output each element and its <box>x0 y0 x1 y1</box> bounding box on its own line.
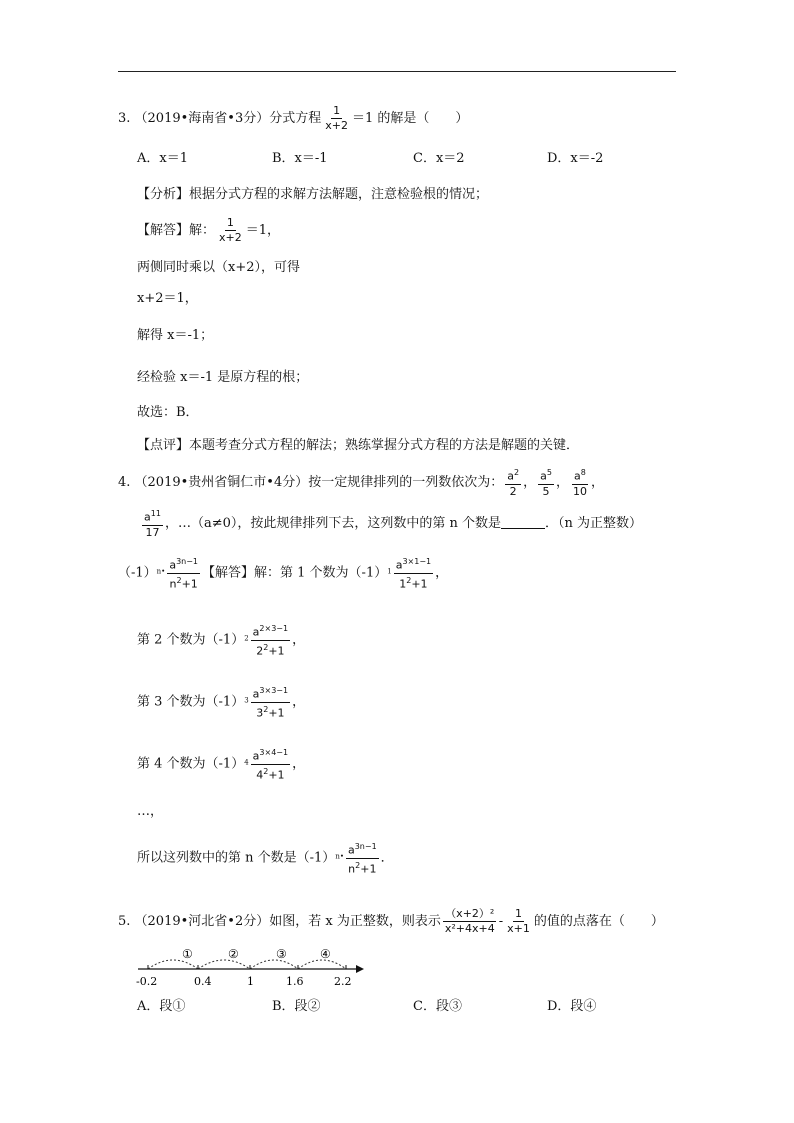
q4-general-fraction: $\frac{a^{3n-1}}{n^2+1}$ <box>169 557 199 591</box>
q5-stem-prefix: 5. （2019•河北省•2分）如图，若 x 为正整数，则表示 <box>118 914 441 929</box>
q3-stem <box>118 104 468 133</box>
q4-term-4: 第 4 个数为$(-1)^4$ $\frac{a^{3\times 4-1}}{4^2+1}$ ， <box>137 748 306 782</box>
q4-general-sign-exp: n• <box>156 567 166 576</box>
q4-conclusion: 所以这列数中的第 n 个数是$(-1)^{n•}$ $\frac{a^{3n-1}}{n^2+1}$ ． <box>137 842 394 876</box>
segment-arc-3 <box>250 960 298 969</box>
q4-conclusion-fraction: $\frac{a^{3n-1}}{n^2+1}$ <box>347 842 377 876</box>
q3-stem-prefix: 3. （2019•海南省•3分）分式方程 <box>118 111 322 126</box>
q3-step-2: x+2＝1， <box>137 291 198 306</box>
segment-label-4: ④ <box>320 947 331 961</box>
q4-seq-4: $\frac{a^{11}}{17}$ <box>144 509 161 539</box>
q3-answer-frac-num: 1 <box>226 216 234 229</box>
q5-stem-suffix: 的值的点落在（ ） <box>533 914 664 929</box>
q3-step-1: 两侧同时乘以（x+2），可得 <box>137 260 300 275</box>
q3-step-5: 故选：B． <box>137 405 199 420</box>
q5-option-d: D．段④ <box>547 999 597 1014</box>
q4-term-2: 第 2 个数为$(-1)^2$ $\frac{a^{2\times 3-1}}{2^2+1}$ ， <box>137 624 306 658</box>
q4-answer-prefix: 【解答】解：第 1 个数为（-1） <box>202 565 388 581</box>
q3-analysis: 【分析】根据分式方程的求解方法解题，注意检验根的情况； <box>137 187 489 202</box>
segment-label-1: ① <box>182 947 193 961</box>
q4-seq-2: $\frac{a^5}{5}$ <box>540 468 552 498</box>
number-line-figure <box>130 945 370 993</box>
q5-stem <box>118 907 664 936</box>
q3-answer-frac-den: x+2 <box>219 231 242 244</box>
tick-label-4: 1.6 <box>286 975 304 988</box>
q3-stem-suffix: ＝1 的解是（ ） <box>351 111 469 126</box>
q3-answer-suffix: ＝1， <box>245 223 281 238</box>
q4-stem: 4. （2019•贵州省铜仁市•4分）按一定规律排列的一列数依次为： $\frac{a^2}{2}$ ， $\frac{a^5}{5}$ ， $\frac{a^8}{10}$ ， <box>118 468 604 498</box>
tick-label-3: 1 <box>247 975 254 988</box>
tick-label-2: 0.4 <box>194 975 212 988</box>
q4-seq-1: $\frac{a^2}{2}$ <box>507 468 520 498</box>
segment-arc-4 <box>298 960 346 969</box>
q4-general-sign: （-1） <box>118 565 157 581</box>
tick-label-5: 2.2 <box>334 975 352 988</box>
q4-stem-text: 4. （2019•贵州省铜仁市•4分）按一定规律排列的一列数依次为： <box>118 474 504 490</box>
q3-step-3: 解得 x＝-1； <box>137 328 214 343</box>
number-line-arrow <box>356 965 364 973</box>
q3-frac-den: x+2 <box>325 119 348 132</box>
q4-line2-mid: ，…（a≠0），按此规律排列下去，这列数中的第 n 个数是 <box>164 515 501 531</box>
q5-fraction-1: $\frac{\text{（x+2）²}}{\text{x²+4x+4}}$ <box>444 907 495 935</box>
q5-fraction-2: $\frac{1}{x+1}$ <box>507 907 530 935</box>
q3-option-d: D．x＝-2 <box>547 151 604 166</box>
q4-answer-line: $(-1)^{n•}$ $\frac{a^{3n-1}}{n^2+1}$ 【解答】解：第 1 个数为$(-1)^1$ $\frac{a^{3\times 1-1}}{1^2+1}$ ， <box>118 557 449 591</box>
q3-answer-fraction <box>217 216 244 245</box>
q4-line2-end: ．（n 为正整数） <box>545 515 643 531</box>
q3-option-b: B．x＝-1 <box>272 151 328 166</box>
q3-frac-num: 1 <box>333 104 341 117</box>
q5-option-c: C．段③ <box>413 999 462 1014</box>
q4-term1-fraction: $\frac{a^{3\times 1-1}}{1^2+1}$ <box>395 557 432 591</box>
q3-answer-prefix: 【解答】解： <box>137 223 216 238</box>
q3-answer <box>137 216 280 245</box>
tick-label-1: -0.2 <box>136 975 158 988</box>
q4-seq-3: $\frac{a^8}{10}$ <box>572 468 587 498</box>
q4-line2 <box>140 507 642 540</box>
q5-minus: - <box>498 914 504 929</box>
q4-term1-exp: 1 <box>387 567 392 576</box>
q3-comment: 【点评】本题考查分式方程的解法；熟练掌握分式方程的方法是解题的关键． <box>137 438 580 453</box>
segment-label-3: ③ <box>276 947 287 961</box>
q5-option-a: A．段① <box>137 999 186 1014</box>
q5-number-line <box>130 945 370 999</box>
q4-answer-blank <box>501 516 545 529</box>
q4-ellipsis: …， <box>137 804 164 819</box>
segment-label-2: ② <box>228 947 239 961</box>
q3-option-c: C．x＝2 <box>413 151 465 166</box>
q3-option-a: A．x＝1 <box>137 151 188 166</box>
q3-step-4: 经检验 x＝-1 是原方程的根； <box>137 370 309 385</box>
q3-fraction <box>323 104 350 133</box>
q5-option-b: B．段② <box>272 999 321 1014</box>
segment-arc-1 <box>148 960 198 969</box>
q4-term-3: 第 3 个数为$(-1)^3$ $\frac{a^{3\times 3-1}}{3^2+1}$ ， <box>137 686 306 720</box>
q4-conclusion-prefix: 所以这列数中的第 n 个数是（-1） <box>137 850 336 866</box>
header-rule <box>118 71 676 72</box>
segment-arc-2 <box>198 960 250 969</box>
